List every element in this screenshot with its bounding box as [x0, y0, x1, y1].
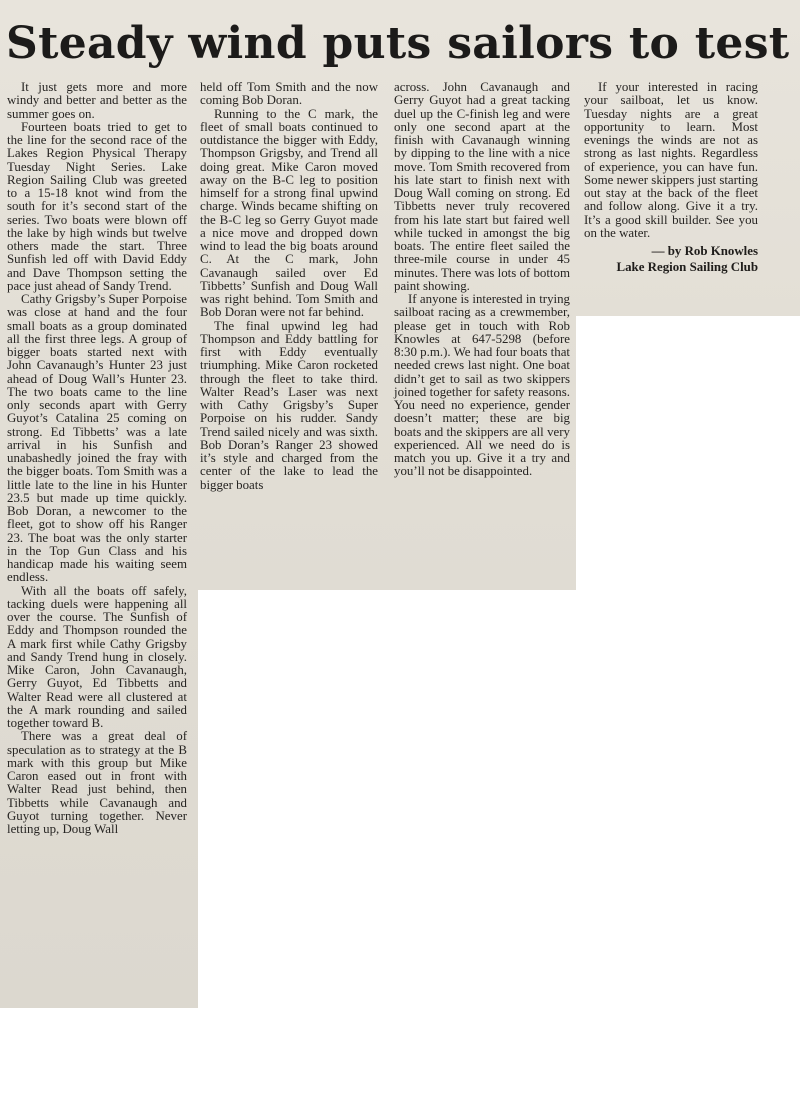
column-1-paragraph-2: Fourteen boats tried to get to the line for the second race of the Lakes Region Physical Therapy Tuesday Night Series. Lake Region Sailing Club was greeted to a 15-18 knot wind from the south for it’s second start of the series. Two boats were blown off the lake by high winds but twelve others made the start. Three Sunfish led off with David Eddy and Dave Thompson setting the pace just ahead of Sandy Trend. [7, 119, 187, 293]
column-3-paragraph-1: If anyone is interested in trying sailboat racing as a crewmember, please get in touch with Rob Knowles at 647-5298 (before 8:30 p.m.). We had four boats that needed crews last night. One boat didn’t get to sail as two skippers joined together for safety reasons. You need no experience, gender doesn’t matter; these are big boats and the skippers are all very experienced. All we need do is match you up. Give it a try and you’ll not be disappointed. [394, 292, 570, 479]
column-1-paragraph-1: It just gets more and more windy and better and better as the summer goes on. [7, 80, 187, 121]
article-headline: Steady wind puts sailors to test [6, 18, 790, 69]
column-2-paragraph-1: Running to the C mark, the fleet of small boats continued to outdistance the bigger with Eddy, Thompson Grigsby, and Trend all doing great. Mike Caron moved away on the B-C leg to position himself for a strong final upwind charge. Winds became shifting on the B-C leg so Gerry Guyot made a nice move and dropped down wind to lead the big boats around C. At the C mark, John Cavanaugh sailed over Ed Tibbetts’ Sunfish and Doug Wall was right behind. Tom Smith and Bob Doran were not far behind. [200, 106, 378, 320]
column-1-paragraph-5: There was a great deal of speculation as to strategy at the B mark with this group but Mike Caron eased out in front with Walter Read just behind, then Tibbetts while Cavanaugh and Guyot turning together. Never letting up, Doug Wall [7, 729, 187, 836]
byline-author: — by Rob Knowles [651, 244, 758, 258]
article-column-3 [394, 81, 570, 479]
column-4-paragraph-1: If your interested in racing your sailboat, let us know. Tuesday nights are a great opportunity to learn. Most evenings the winds are not as strong as last nights. Regardless of experience, you can have fun. Some newer skippers just starting out stay at the back of the fleet and follow along. Give it a try. It’s a good skill builder. See you on the water. [584, 80, 758, 240]
column-2-paragraph-2: The final upwind leg had Thompson and Eddy battling for first with Eddy eventually triumphing. Mike Caron rocketed through the fleet to take third. Walter Read’s Laser was next with Cathy Grigsby’s Super Porpoise on his rudder. Sandy Trend sailed nicely and was sixth. Bob Doran’s Ranger 23 showed it’s style and charged from the center of the lake to lead the bigger boats [200, 318, 378, 492]
column-1-paragraph-3: Cathy Grigsby’s Super Porpoise was close at hand and the four small boats as a group dominated all the first three legs. A group of bigger boats started next with John Cavanaugh’s Hunter 23 just ahead of Doug Wall’s Hunter 23. The two boats came to the line only seconds apart with Gerry Guyot’s Catalina 25 coming on strong. Ed Tibbetts’ was a late arrival in his Sunfish and unabashedly joined the fray with the bigger boats. Tom Smith was a little late to the line in his Hunter 23.5 but made up time quickly. Bob Doran, a newcomer to the fleet, got to show off his Ranger 23. The boat was the only starter in the Top Gun Class and his handicap made his waiting seem endless. [7, 292, 187, 585]
column-1-paragraph-4: With all the boats off safely, tacking duels were happening all over the course. The Sunfish of Eddy and Thompson rounded the A mark first while Cathy Grigsby and Sandy Trend hung in closely. Mike Caron, John Cavanaugh, Gerry Guyot, Ed Tibbetts and Walter Read were all clustered at the A mark rounding and sailed together toward B. [7, 583, 187, 730]
article-column-4 [584, 81, 758, 274]
byline-organization: Lake Region Sailing Club [616, 260, 758, 274]
article-column-1 [7, 81, 187, 836]
article-column-2 [200, 81, 378, 492]
column-3-continuation: across. John Cavanaugh and Gerry Guyot had a great tacking duel up the C-finish leg and were only one second apart at the finish with Cavanaugh winning by dipping to the line with a nice move. Tom Smith recovered from his late start to finish next with Doug Wall coming on strong. Ed Tibbetts never truly recovered from his late start but faired well while tucked in amongst the big boats. The entire fleet sailed the three-mile course in under 45 minutes. There was lots of bottom paint showing. [394, 80, 570, 293]
column-2-continuation: held off Tom Smith and the now coming Bob Doran. [200, 80, 378, 108]
